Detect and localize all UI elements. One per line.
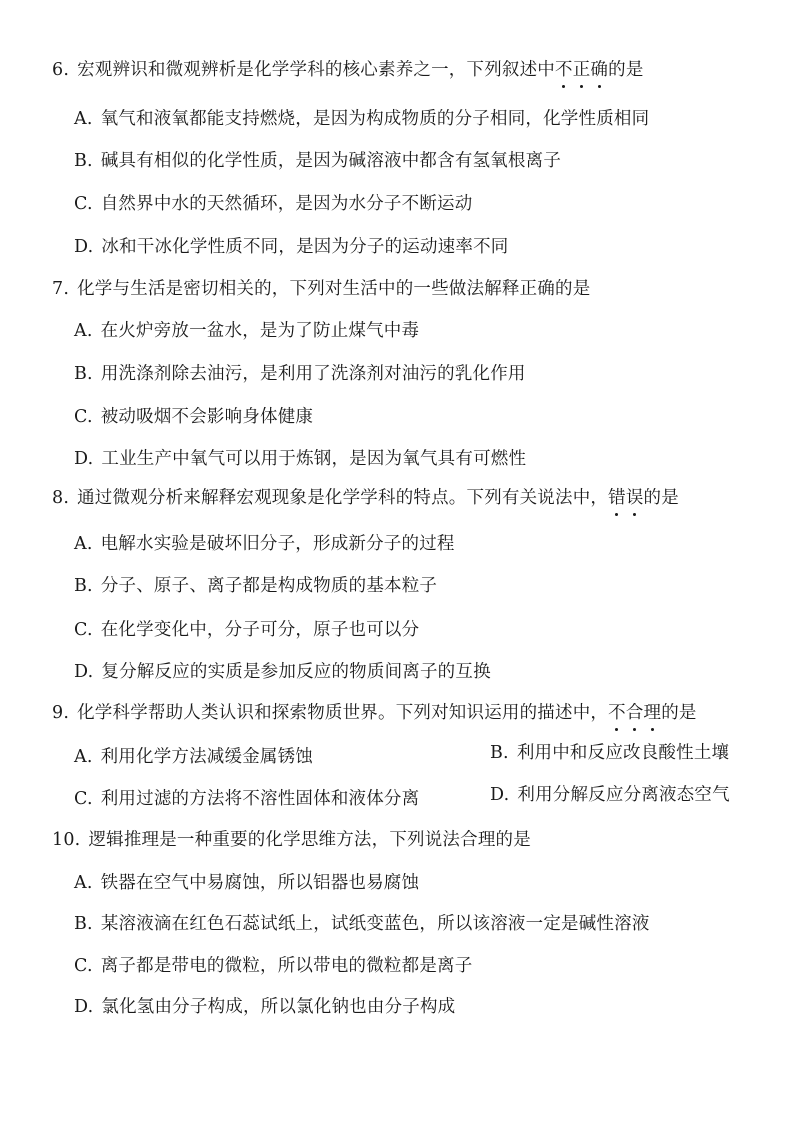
question-10-stem: [52, 829, 531, 851]
question-number: 7.: [52, 279, 70, 299]
question-stem-text: 的是: [608, 60, 644, 80]
question-6-option-b[interactable]: [74, 150, 561, 172]
question-8-stem: [52, 487, 679, 509]
question-stem-text: 化学科学帮助人类认识和探索物质世界。下列对知识运用的描述中，: [77, 703, 609, 723]
option-label: D.: [74, 662, 94, 682]
question-9-option-a[interactable]: [74, 746, 313, 768]
question-7-stem: [52, 278, 590, 300]
option-text: 利用中和反应改良酸性土壤: [516, 743, 730, 763]
emphasis-char: 确: [590, 60, 609, 80]
option-text: 电解水实验是破坏旧分子，形成新分子的过程: [100, 534, 455, 554]
question-stem-text: 化学与生活是密切相关的，下列对生活中的一些做法解释正确的是: [77, 279, 591, 299]
question-6-option-c[interactable]: [74, 193, 472, 215]
option-label: A.: [74, 321, 93, 341]
question-6-option-d[interactable]: [74, 236, 508, 258]
question-number: 9.: [52, 703, 70, 723]
emphasis-char: 错: [608, 488, 626, 508]
emphasis-char: 合: [625, 703, 644, 723]
option-label: C.: [74, 956, 93, 976]
option-label: B.: [74, 364, 93, 384]
question-stem-text: 的是: [661, 703, 697, 723]
option-text: 铁器在空气中易腐蚀，所以铝器也易腐蚀: [100, 873, 420, 893]
option-text: 在化学变化中，分子可分，原子也可以分: [100, 620, 420, 640]
emphasis-char: 正: [572, 60, 591, 80]
question-7-option-d[interactable]: [74, 448, 526, 470]
option-text: 利用过滤的方法将不溶性固体和液体分离: [100, 789, 420, 809]
question-7-option-a[interactable]: [74, 320, 419, 342]
question-6-option-a[interactable]: [74, 108, 649, 130]
question-number: 10.: [52, 830, 81, 850]
question-9-option-c[interactable]: [74, 788, 419, 810]
emphasis-char: 不: [555, 60, 573, 80]
question-stem-text: 的是: [643, 488, 679, 508]
option-text: 碱具有相似的化学性质，是因为碱溶液中都含有氢氧根离子: [100, 151, 562, 171]
option-text: 工业生产中氧气可以用于炼钢，是因为氧气具有可燃性: [101, 449, 527, 469]
option-label: C.: [74, 194, 93, 214]
question-8-option-b[interactable]: [74, 575, 437, 597]
option-label: D.: [74, 449, 94, 469]
option-label: D.: [74, 997, 94, 1017]
question-6-stem: [52, 59, 644, 81]
option-text: 在火炉旁放一盆水，是为了防止煤气中毒: [100, 321, 420, 341]
question-8-option-d[interactable]: [74, 661, 491, 683]
option-label: B.: [490, 743, 509, 763]
option-label: A.: [74, 534, 93, 554]
option-text: 自然界中水的天然循环，是因为水分子不断运动: [100, 194, 473, 214]
option-label: B.: [74, 576, 93, 596]
question-9-stem: [52, 702, 697, 724]
option-text: 离子都是带电的微粒，所以带电的微粒都是离子: [100, 956, 473, 976]
question-stem-text: 逻辑推理是一种重要的化学思维方法，下列说法合理的是: [88, 830, 531, 850]
question-10-option-d[interactable]: [74, 996, 455, 1018]
option-text: 复分解反应的实质是参加反应的物质间离子的互换: [101, 662, 491, 682]
emphasis-char: 理: [643, 703, 662, 723]
emphasis-char: 误: [625, 488, 644, 508]
option-text: 被动吸烟不会影响身体健康: [100, 407, 314, 427]
option-label: B.: [74, 914, 93, 934]
question-stem-text: 通过微观分析来解释宏观现象是化学学科的特点。下列有关说法中，: [77, 488, 609, 508]
option-label: A.: [74, 109, 93, 129]
option-label: B.: [74, 151, 93, 171]
option-text: 氧气和液氧都能支持燃烧，是因为构成物质的分子相同，化学性质相同: [100, 109, 650, 129]
question-7-option-b[interactable]: [74, 363, 526, 385]
option-text: 利用分解反应分离液态空气: [517, 785, 730, 805]
question-8-option-c[interactable]: [74, 619, 419, 641]
option-label: C.: [74, 407, 93, 427]
option-label: D.: [74, 237, 94, 257]
question-9-option-d[interactable]: [490, 784, 730, 806]
option-text: 用洗涤剂除去油污，是利用了洗涤剂对油污的乳化作用: [100, 364, 526, 384]
option-text: 氯化氢由分子构成，所以氯化钠也由分子构成: [101, 997, 456, 1017]
question-8-option-a[interactable]: [74, 533, 455, 555]
option-label: A.: [74, 873, 93, 893]
question-7-option-c[interactable]: [74, 406, 313, 428]
question-stem-text: 宏观辨识和微观辨析是化学学科的核心素养之一，下列叙述中: [77, 60, 556, 80]
option-text: 某溶液滴在红色石蕊试纸上，试纸变蓝色，所以该溶液一定是碱性溶液: [100, 914, 650, 934]
question-number: 8.: [52, 488, 70, 508]
option-text: 冰和干冰化学性质不同，是因为分子的运动速率不同: [101, 237, 509, 257]
option-label: A.: [74, 747, 93, 767]
question-number: 6.: [52, 60, 70, 80]
option-text: 分子、原子、离子都是构成物质的基本粒子: [100, 576, 438, 596]
emphasis-char: 不: [608, 703, 626, 723]
option-label: C.: [74, 789, 93, 809]
question-10-option-c[interactable]: [74, 955, 472, 977]
option-label: D.: [490, 785, 510, 805]
question-10-option-a[interactable]: [74, 872, 419, 894]
option-text: 利用化学方法减缓金属锈蚀: [100, 747, 314, 767]
question-10-option-b[interactable]: [74, 913, 650, 935]
option-label: C.: [74, 620, 93, 640]
question-9-option-b[interactable]: [490, 742, 729, 764]
